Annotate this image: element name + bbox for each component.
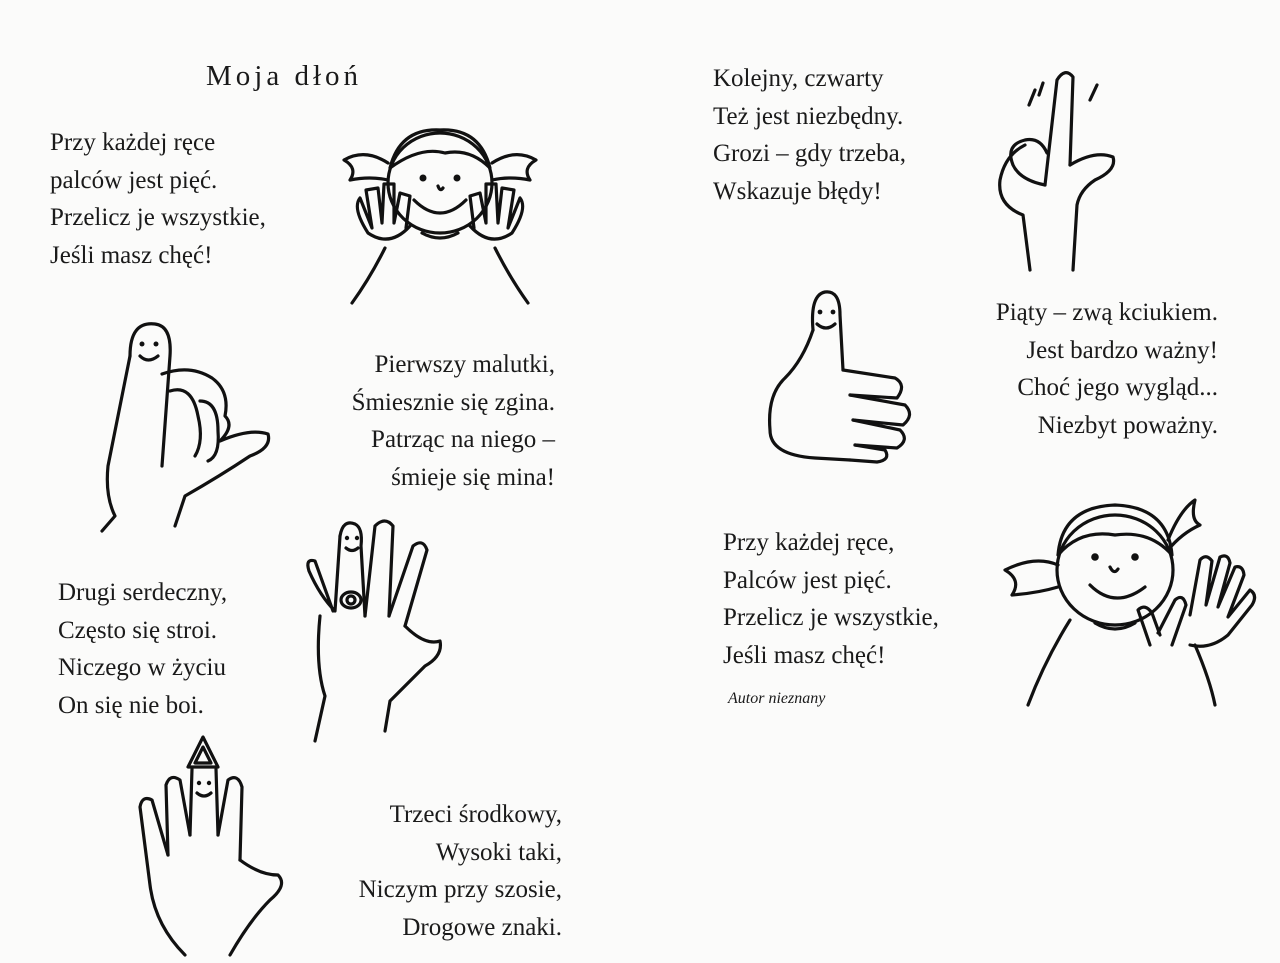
stanza-index	[713, 60, 906, 210]
middle-finger-sign-icon	[130, 735, 290, 960]
stanza-line: Patrząc na niego –	[371, 426, 555, 453]
stanza-middle	[300, 796, 562, 946]
stanza-line: palców jest pięć.	[50, 166, 218, 194]
stanza-line: Kolejny, czwarty	[713, 65, 884, 92]
stanza-line: Niczym przy szosie,	[358, 876, 562, 903]
stanza-line: Grozi – gdy trzeba,	[713, 140, 906, 167]
stanza-line: śmieje się mina!	[391, 463, 555, 491]
stanza-line: On się nie boi.	[58, 691, 204, 719]
thumbs-up-icon	[765, 290, 920, 465]
stanza-line: Trzeci środkowy,	[389, 801, 562, 828]
stanza-line: Wskazuje błędy!	[713, 177, 882, 205]
stanza-line: Też jest niezbędny.	[713, 102, 904, 130]
stanza-line: Wysoki taki,	[435, 838, 562, 866]
stanza-outro	[723, 524, 939, 674]
stanza-line: Niezbyt poważny.	[1037, 411, 1218, 439]
stanza-line: Jeśli masz chęć!	[723, 641, 886, 669]
stanza-line: Przelicz je wszystkie,	[723, 604, 939, 631]
girl-waving-icon	[330, 118, 550, 308]
stanza-line: Choć jego wygląd...	[1017, 374, 1218, 401]
right-page	[640, 0, 1280, 963]
stanza-pinky	[290, 346, 555, 496]
stanza-intro	[50, 124, 266, 274]
stanza-line: Drugi serdeczny,	[58, 579, 228, 606]
ring-finger-icon	[305, 516, 445, 746]
stanza-line: Palców jest pięć.	[723, 566, 892, 594]
stanza-line: Drogowe znaki.	[402, 913, 562, 941]
stanza-line: Przelicz je wszystkie,	[50, 204, 266, 231]
author-credit: Autor nieznany	[728, 690, 826, 707]
stanza-line: Niczego w życiu	[58, 654, 226, 681]
index-finger-icon	[985, 65, 1125, 275]
stanza-line: Piąty – zwą kciukiem.	[995, 299, 1218, 326]
poem-title: Moja dłoń	[206, 60, 363, 92]
stanza-line: Pierwszy malutki,	[374, 351, 555, 378]
pinky-finger-icon	[100, 316, 275, 536]
girl-counting-icon	[1000, 495, 1255, 710]
stanza-ring	[58, 574, 227, 724]
stanza-line: Często się stroi.	[58, 616, 218, 644]
stanza-line: Przy każdej ręce,	[723, 529, 895, 556]
stanza-line: Przy każdej ręce	[50, 129, 216, 156]
stanza-line: Śmiesznie się zgina.	[351, 388, 555, 416]
stanza-line: Jest bardzo ważny!	[1026, 336, 1218, 364]
stanza-thumb	[940, 294, 1218, 444]
stanza-line: Jeśli masz chęć!	[50, 241, 213, 269]
